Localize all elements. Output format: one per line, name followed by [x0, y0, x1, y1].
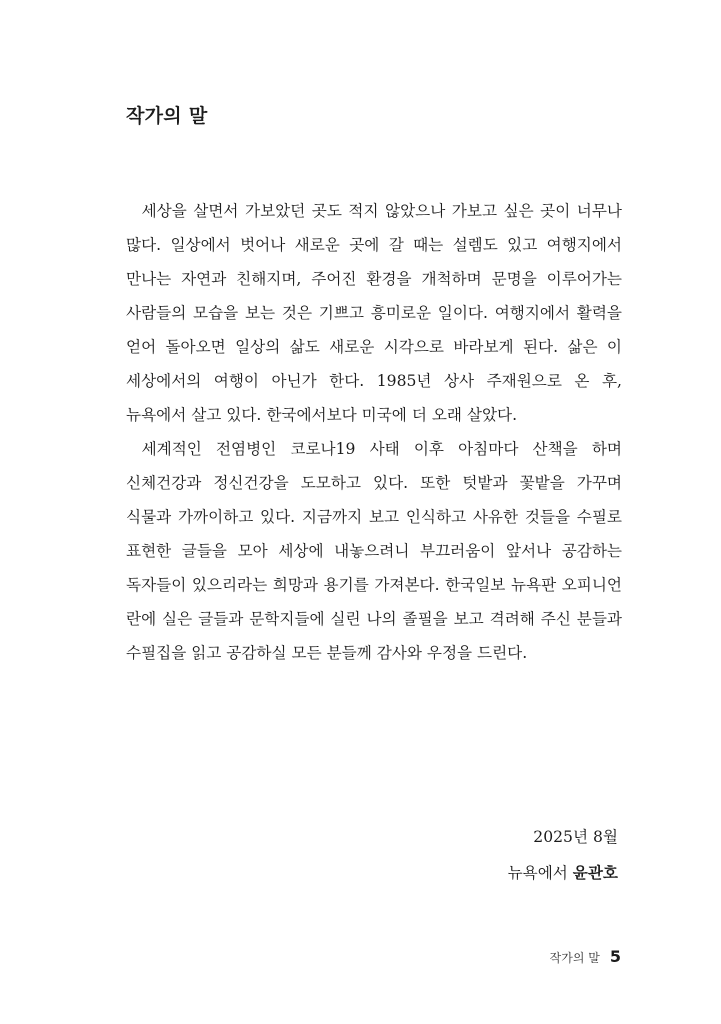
signature-line: [508, 855, 618, 891]
signature-block: [508, 819, 618, 891]
page-number: 5: [609, 947, 621, 966]
paragraph-1: 세상을 살면서 가보았던 곳도 적지 않았으나 가보고 싶은 곳이 너무나 많다. 일상에서 벗어나 새로운 곳에 갈 때는 설렘도 있고 여행지에서 만나는 자연과 친해지며, 주어진 환경을 개척하며 문명을 이루어가는 사람들의 모습을 보는 것은 기쁘고 흥미로운 일이다. 여행지에서 활력을 얻어 돌아오면 일상의 삶도 새로운 시각으로 바라보게 된다. 삶은 이 세상에서의 여행이 아닌가 한다. 1985년 상사 주재원으로 온 후, 뉴욕에서 살고 있다. 한국에서보다 미국에 더 오래 살았다.: [126, 202, 622, 424]
signature-date: 2025년 8월: [533, 828, 618, 846]
page-title: 작가의 말: [126, 105, 208, 127]
running-header-section: 작가의 말: [549, 951, 600, 965]
page-footer: [550, 945, 621, 970]
signature-place: 뉴욕에서: [507, 864, 568, 882]
paragraph-2: 세계적인 전염병인 코로나19 사태 이후 아침마다 산책을 하며 신체건강과 정신건강을 도모하고 있다. 또한 텃밭과 꽃밭을 가꾸며 식물과 가까이하고 있다. 지금까지 보고 인식하고 사유한 것들을 수필로 표현한 글들을 모아 세상에 내놓으려니 부끄러움이 앞서나 공감하는 독자들이 있으리라는 희망과 용기를 가져본다. 한국일보 뉴욕판 오피니언 란에 실은 글들과 문학지들에 실린 나의 졸필을 보고 격려해 주신 분들과 수필집을 읽고 공감하실 모든 분들께 감사와 우정을 드린다.: [126, 440, 622, 662]
signature-author: 윤관호: [572, 864, 618, 882]
preface-body: [126, 194, 622, 670]
